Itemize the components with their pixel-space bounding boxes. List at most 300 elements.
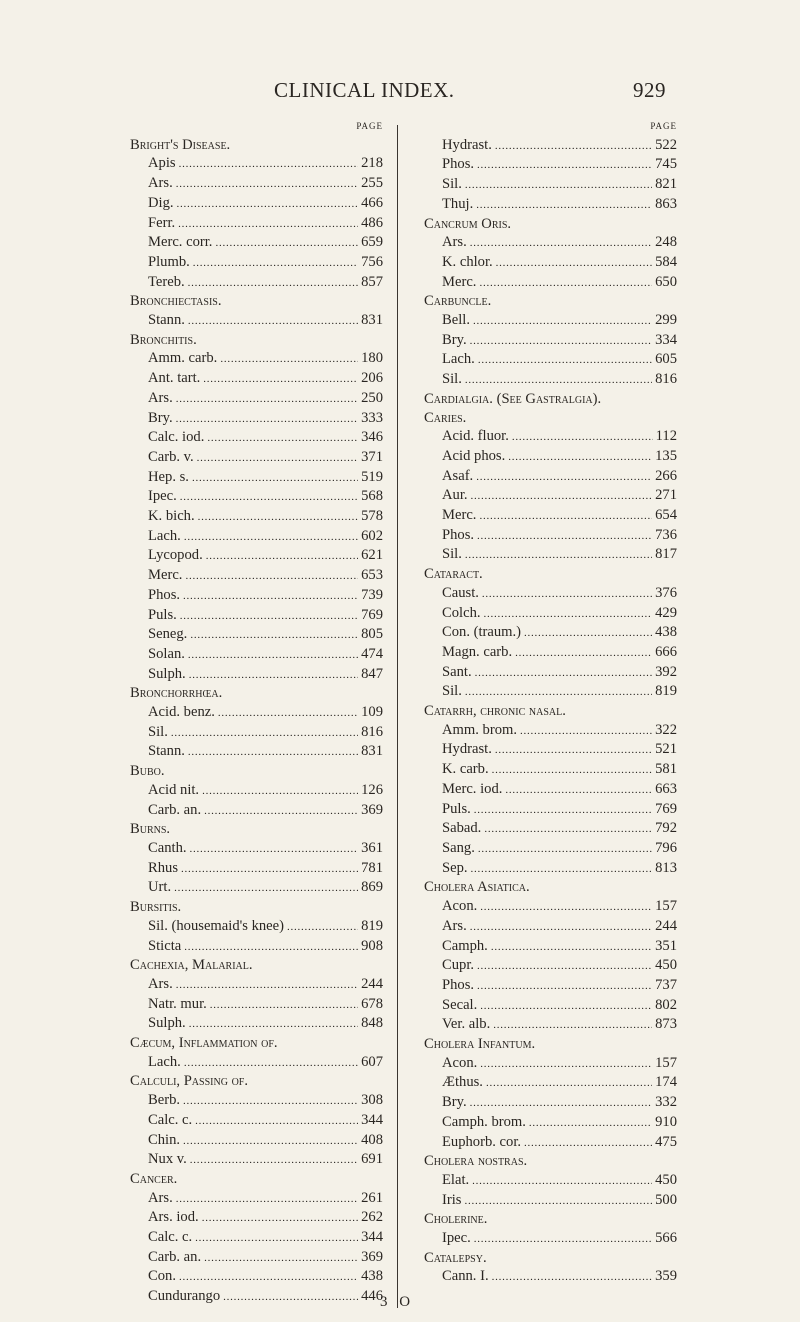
- remedy-name: Con. (traum.): [442, 624, 522, 641]
- page-reference: 745: [655, 156, 677, 173]
- index-heading: Cholera nostras.: [424, 1153, 528, 1170]
- page-reference: 206: [361, 370, 383, 387]
- page-reference: 581: [655, 761, 677, 778]
- page-reference: 429: [655, 604, 677, 621]
- index-heading: Cæcum, Inflammation of.: [130, 1035, 278, 1052]
- leader-dots: [202, 1208, 358, 1228]
- signature-mark: 3 O: [380, 1294, 415, 1310]
- page-reference: 157: [655, 1054, 677, 1071]
- index-entry: [130, 566, 383, 586]
- remedy-name: Phos.: [442, 976, 475, 993]
- leader-dots: [491, 937, 652, 957]
- leader-dots: [204, 1248, 358, 1268]
- leader-dots: [188, 273, 358, 293]
- leader-dots: [184, 937, 358, 957]
- page-reference: 910: [655, 1113, 677, 1130]
- page-reference: 261: [361, 1189, 383, 1206]
- remedy-name: Lach.: [442, 351, 475, 368]
- remedy-name: Aur.: [442, 487, 468, 504]
- index-entry: [130, 527, 383, 547]
- page-reference: 262: [361, 1209, 383, 1226]
- index-entry: [424, 311, 677, 331]
- remedy-name: Cundurango: [148, 1288, 221, 1305]
- page-reference: 351: [655, 937, 677, 954]
- leader-dots: [185, 566, 358, 586]
- leader-dots: [195, 1228, 358, 1248]
- leader-dots: [181, 859, 358, 879]
- index-entry: [130, 468, 383, 488]
- page-reference: 244: [361, 975, 383, 992]
- index-entry: [424, 917, 677, 937]
- index-entry: [130, 1287, 383, 1307]
- page-reference: 308: [361, 1092, 383, 1109]
- remedy-name: Chin.: [148, 1131, 181, 1148]
- index-entry: [130, 507, 383, 527]
- index-entry: [130, 1053, 383, 1073]
- remedy-name: Secal.: [442, 996, 478, 1013]
- index-entry: [130, 606, 383, 626]
- remedy-name: Carb. an.: [148, 801, 202, 818]
- leader-dots: [176, 174, 358, 194]
- leader-dots: [480, 996, 652, 1016]
- page-reference: 344: [361, 1229, 383, 1246]
- index-entry: [130, 273, 383, 293]
- index-entry: [130, 154, 383, 174]
- page-reference: 819: [361, 917, 383, 934]
- index-heading: Catarrh, chronic nasal.: [424, 703, 566, 720]
- index-entry: [130, 428, 383, 448]
- remedy-name: Sep.: [442, 859, 468, 876]
- page-reference: 519: [361, 468, 383, 485]
- page-reference: 346: [361, 429, 383, 446]
- page-reference: 796: [655, 840, 677, 856]
- index-entry: [130, 349, 383, 369]
- leader-dots: [484, 819, 652, 839]
- index-entry: [424, 740, 677, 760]
- index-entry: [424, 175, 677, 195]
- index-column-right: [424, 117, 677, 1287]
- remedy-name: Sabad.: [442, 820, 482, 837]
- page-reference: 792: [655, 820, 677, 837]
- remedy-name: Puls.: [442, 800, 471, 817]
- remedy-name: Sant.: [442, 663, 472, 680]
- index-entry: [424, 1133, 677, 1153]
- leader-dots: [486, 1073, 652, 1093]
- index-entry: [130, 801, 383, 821]
- remedy-name: Seneg.: [148, 626, 188, 643]
- page-reference: 769: [361, 606, 383, 623]
- index-heading: Bronchorrhœa.: [130, 685, 223, 702]
- page-reference: 334: [655, 331, 677, 348]
- index-entry: [130, 878, 383, 898]
- leader-dots: [198, 507, 358, 527]
- index-entry: [424, 800, 677, 820]
- remedy-name: Camph. brom.: [442, 1113, 526, 1130]
- leader-dots: [179, 154, 359, 174]
- leader-dots: [202, 781, 358, 801]
- remedy-name: Puls.: [148, 606, 177, 623]
- leader-dots: [223, 1287, 358, 1307]
- index-entry: [424, 253, 677, 273]
- index-entry: [130, 214, 383, 234]
- index-heading: Cholera Asiatica.: [424, 879, 530, 896]
- remedy-name: Lycopod.: [148, 547, 203, 564]
- leader-dots: [189, 1014, 358, 1034]
- remedy-name: Ars.: [148, 975, 173, 992]
- remedy-name: Calc. c.: [148, 1111, 193, 1128]
- remedy-name: Bell.: [442, 312, 470, 329]
- index-entry: [424, 136, 677, 156]
- leader-dots: [465, 682, 652, 702]
- index-entry: [130, 723, 383, 743]
- index-entry: [424, 643, 677, 663]
- leader-dots: [484, 604, 653, 624]
- leader-dots: [206, 546, 358, 566]
- leader-dots: [171, 723, 358, 743]
- page-reference: 566: [655, 1230, 677, 1247]
- remedy-name: Hydrast.: [442, 136, 492, 153]
- remedy-name: K. chlor.: [442, 253, 493, 270]
- remedy-name: Plumb.: [148, 253, 190, 270]
- page-reference: 438: [655, 624, 677, 641]
- page-reference: 408: [361, 1131, 383, 1148]
- leader-dots: [470, 917, 652, 937]
- remedy-name: Acid. fluor.: [442, 428, 509, 445]
- remedy-name: Ars.: [148, 1189, 173, 1206]
- index-heading: Cholerine.: [424, 1211, 488, 1228]
- remedy-name: Caust.: [442, 584, 479, 601]
- page-reference: 522: [655, 136, 677, 153]
- page-reference: 466: [361, 194, 383, 211]
- leader-dots: [477, 976, 652, 996]
- leader-dots: [176, 1189, 358, 1209]
- leader-dots: [480, 1054, 652, 1074]
- page-number: 929: [633, 78, 666, 102]
- page-reference: 446: [361, 1288, 383, 1305]
- page-reference: 369: [361, 801, 383, 818]
- leader-dots: [190, 1150, 358, 1170]
- page-reference: 255: [361, 175, 383, 192]
- page-reference: 486: [361, 214, 383, 231]
- page-reference: 450: [655, 1171, 677, 1188]
- index-entry: [130, 194, 383, 214]
- leader-dots: [478, 350, 652, 370]
- index-entry: [424, 486, 677, 506]
- leader-dots: [477, 956, 652, 976]
- page-reference: 739: [361, 586, 383, 603]
- index-entry: [130, 1189, 383, 1209]
- page-reference: 332: [655, 1094, 677, 1111]
- page-reference: 756: [361, 253, 383, 270]
- remedy-name: Urt.: [148, 879, 172, 896]
- page-reference: 135: [655, 447, 677, 464]
- page-reference: 691: [361, 1151, 383, 1168]
- index-entry: [424, 584, 677, 604]
- index-entry: [130, 448, 383, 468]
- leader-dots: [479, 273, 652, 293]
- remedy-name: Acid nit.: [148, 781, 200, 798]
- index-entry: [424, 427, 677, 447]
- index-entry: [130, 174, 383, 194]
- page-reference: 769: [655, 800, 677, 817]
- page-reference: 250: [361, 389, 383, 406]
- remedy-name: Acon.: [442, 898, 478, 915]
- remedy-name: Merc.: [148, 567, 183, 584]
- page-reference: 805: [361, 626, 383, 643]
- index-heading: Bronchitis.: [130, 331, 197, 348]
- index-entry: [424, 780, 677, 800]
- page-reference: 361: [361, 840, 383, 856]
- index-entry: [130, 859, 383, 879]
- index-entry: [424, 350, 677, 370]
- page-reference: 678: [361, 995, 383, 1012]
- index-heading: Cancrum Oris.: [424, 215, 512, 232]
- page-reference: 126: [361, 781, 383, 798]
- index-entry: [424, 331, 677, 351]
- remedy-name: Canth.: [148, 840, 187, 856]
- page-reference: 816: [361, 723, 383, 740]
- page-reference: 369: [361, 1248, 383, 1265]
- leader-dots: [218, 703, 358, 723]
- page-reference: 736: [655, 526, 677, 543]
- leader-dots: [183, 586, 358, 606]
- page-reference: 450: [655, 957, 677, 974]
- page-reference: 817: [655, 546, 677, 563]
- leader-dots: [474, 800, 652, 820]
- page-reference: 813: [655, 859, 677, 876]
- page-reference: 869: [361, 879, 383, 896]
- leader-dots: [178, 214, 358, 234]
- remedy-name: Carb. an.: [148, 1248, 202, 1265]
- leader-dots: [470, 1093, 653, 1113]
- index-heading: Cancer.: [130, 1170, 178, 1187]
- leader-dots: [476, 195, 652, 215]
- leader-dots: [515, 643, 652, 663]
- page-reference: 474: [361, 645, 383, 662]
- page-reference: 174: [655, 1074, 677, 1091]
- remedy-name: Ipec.: [442, 1230, 471, 1247]
- leader-dots: [204, 801, 358, 821]
- index-entry: [130, 1091, 383, 1111]
- page-reference: 299: [655, 312, 677, 329]
- index-entry: [424, 1113, 677, 1133]
- remedy-name: Iris: [442, 1191, 462, 1208]
- remedy-name: K. carb.: [442, 761, 489, 778]
- index-entry: [130, 917, 383, 937]
- remedy-name: Acid phos.: [442, 447, 506, 464]
- index-entry: [130, 233, 383, 253]
- index-entry: [424, 682, 677, 702]
- page-reference: 621: [361, 547, 383, 564]
- page-reference: 650: [655, 273, 677, 290]
- index-entry: [424, 819, 677, 839]
- leader-dots: [505, 780, 652, 800]
- leader-dots: [475, 663, 653, 683]
- index-entry: [130, 1014, 383, 1034]
- page-reference: 605: [655, 351, 677, 368]
- leader-dots: [482, 584, 652, 604]
- index-entry: [424, 623, 677, 643]
- leader-dots: [188, 742, 358, 762]
- remedy-name: Merc. iod.: [442, 780, 503, 797]
- remedy-name: Stann.: [148, 743, 185, 760]
- leader-dots: [203, 369, 358, 389]
- index-entry: [424, 996, 677, 1016]
- remedy-name: Ant. tart.: [148, 370, 201, 387]
- page-reference: 438: [361, 1268, 383, 1285]
- leader-dots: [524, 623, 652, 643]
- page-reference: 602: [361, 527, 383, 544]
- page-reference: 802: [655, 996, 677, 1013]
- index-entry: [130, 839, 383, 859]
- index-entry: [130, 703, 383, 723]
- remedy-name: Carb. v.: [148, 448, 194, 465]
- remedy-name: Sil.: [442, 546, 462, 563]
- remedy-name: Bry.: [442, 331, 467, 348]
- index-entry: [130, 1208, 383, 1228]
- index-heading: Caries.: [424, 409, 467, 426]
- leader-dots: [176, 409, 359, 429]
- remedy-name: Cupr.: [442, 957, 475, 974]
- page-reference: 857: [361, 273, 383, 290]
- page-reference: 475: [655, 1133, 677, 1150]
- index-column-left: [130, 117, 383, 1307]
- page-reference: 333: [361, 409, 383, 426]
- index-heading: Cataract.: [424, 566, 483, 583]
- index-entry: [424, 1229, 677, 1249]
- leader-dots: [496, 253, 652, 273]
- remedy-name: K. bich.: [148, 508, 195, 525]
- remedy-name: Sil. (housemaid's knee): [148, 917, 284, 934]
- index-entry: [130, 645, 383, 665]
- index-entry: [130, 1150, 383, 1170]
- index-entry: [424, 897, 677, 917]
- page-reference: 157: [655, 898, 677, 915]
- index-entry: [424, 1015, 677, 1035]
- page-reference: 666: [655, 643, 677, 660]
- page-title: CLINICAL INDEX.: [274, 78, 455, 102]
- page-reference: 376: [655, 584, 677, 601]
- leader-dots: [188, 311, 358, 331]
- index-entry: [424, 370, 677, 390]
- leader-dots: [465, 175, 652, 195]
- index-entry: [424, 839, 677, 859]
- page-reference: 873: [655, 1016, 677, 1033]
- leader-dots: [183, 1091, 358, 1111]
- remedy-name: Sulph.: [148, 1015, 186, 1032]
- leader-dots: [176, 389, 358, 409]
- leader-dots: [207, 428, 358, 448]
- page-reference: 819: [655, 683, 677, 700]
- page-reference: 848: [361, 1015, 383, 1032]
- index-entry: [424, 447, 677, 467]
- leader-dots: [465, 370, 652, 390]
- page-reference: 568: [361, 488, 383, 505]
- leader-dots: [190, 839, 359, 859]
- leader-dots: [179, 1267, 358, 1287]
- leader-dots: [470, 331, 653, 351]
- index-entry: [130, 1131, 383, 1151]
- index-entry: [130, 1111, 383, 1131]
- page-reference: 244: [655, 917, 677, 934]
- remedy-name: Sil.: [442, 371, 462, 388]
- remedy-name: Con.: [148, 1268, 176, 1285]
- leader-dots: [190, 625, 358, 645]
- page-reference: 654: [655, 507, 677, 524]
- leader-dots: [477, 155, 652, 175]
- remedy-name: Solan.: [148, 645, 185, 662]
- leader-dots: [183, 1131, 358, 1151]
- page-reference: 266: [655, 467, 677, 484]
- remedy-name: Ars.: [148, 389, 173, 406]
- leader-dots: [473, 311, 652, 331]
- index-entry: [424, 760, 677, 780]
- page-reference: 847: [361, 665, 383, 682]
- index-entry: [424, 506, 677, 526]
- index-entry: [130, 1267, 383, 1287]
- remedy-name: Calc. c.: [148, 1229, 193, 1246]
- remedy-name: Hydrast.: [442, 741, 492, 758]
- page-reference: 737: [655, 976, 677, 993]
- remedy-name: Bry.: [148, 409, 173, 426]
- leader-dots: [220, 349, 358, 369]
- page-reference: 500: [655, 1191, 677, 1208]
- remedy-name: Thuj.: [442, 195, 474, 212]
- remedy-name: Hep. s.: [148, 468, 189, 485]
- leader-dots: [184, 1053, 358, 1073]
- index-entry: [424, 1093, 677, 1113]
- index-entry: [424, 721, 677, 741]
- index-heading: Bursitis.: [130, 899, 182, 916]
- leader-dots: [495, 740, 652, 760]
- index-heading: Cardialgia. (See Gastralgia).: [424, 390, 602, 407]
- remedy-name: Acid. benz.: [148, 704, 215, 721]
- remedy-name: Euphorb. cor.: [442, 1133, 522, 1150]
- page-reference: 392: [655, 663, 677, 680]
- page-reference: 359: [655, 1268, 677, 1285]
- leader-dots: [184, 527, 358, 547]
- leader-dots: [192, 468, 358, 488]
- index-entry: [424, 956, 677, 976]
- leader-dots: [193, 253, 358, 273]
- page-reference: 322: [655, 721, 677, 738]
- leader-dots: [476, 467, 652, 487]
- index-entry: [424, 937, 677, 957]
- page-reference: 371: [361, 448, 383, 465]
- leader-dots: [174, 878, 358, 898]
- page-reference: 663: [655, 780, 677, 797]
- remedy-name: Merc.: [442, 507, 477, 524]
- leader-dots: [188, 645, 358, 665]
- remedy-name: Rhus: [148, 859, 179, 876]
- remedy-name: Sulph.: [148, 665, 186, 682]
- leader-dots: [180, 606, 358, 626]
- index-heading: Burns.: [130, 821, 171, 838]
- index-entry: [130, 995, 383, 1015]
- index-heading: Bubo.: [130, 763, 165, 780]
- index-entry: [130, 781, 383, 801]
- leader-dots: [471, 486, 653, 506]
- remedy-name: Camph.: [442, 937, 488, 954]
- index-entry: [424, 663, 677, 683]
- remedy-name: Nux v.: [148, 1151, 187, 1168]
- page-reference: 521: [655, 741, 677, 758]
- remedy-name: Ars.: [442, 917, 467, 934]
- page-reference: 271: [655, 487, 677, 504]
- leader-dots: [215, 233, 358, 253]
- leader-dots: [177, 194, 359, 214]
- page-column-label: PAGE: [650, 121, 677, 131]
